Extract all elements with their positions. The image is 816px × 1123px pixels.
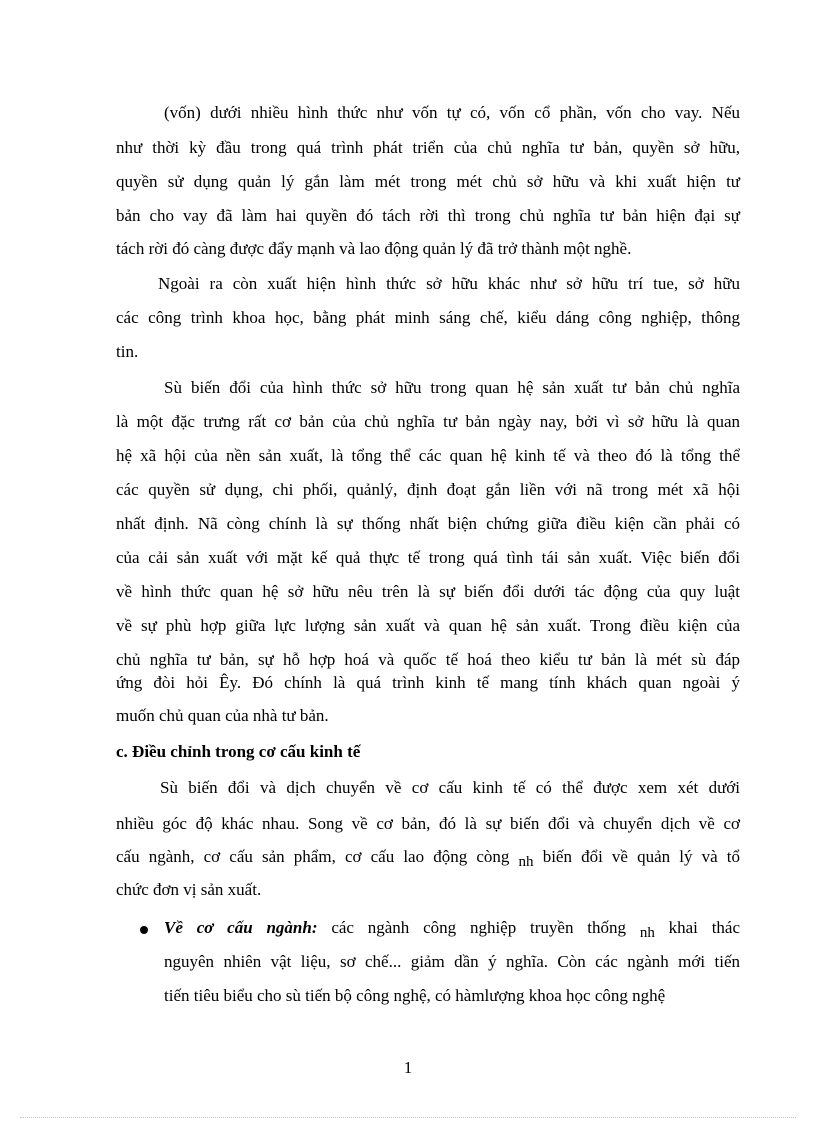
paragraph-3-line-9: chủ nghĩa tư bản, sự hỗ hợp hoá và quốc tế hoá theo kiểu tư bản là mét sù đáp: [116, 650, 740, 669]
bullet-line-1: [164, 918, 740, 939]
paragraph-1-line-3: quyền sử dụng quản lý gắn làm mét trong mét chủ sở hữu và khi xuất hiện tư: [116, 172, 740, 191]
bullet-dot-icon: [140, 926, 148, 934]
paragraph-1-line-5: tách rời đó càng được đẩy mạnh và lao động quản lý đã trở thành một nghề.: [116, 239, 632, 258]
paragraph-4-line-3: [116, 847, 740, 868]
page-number: 1: [403, 1058, 413, 1077]
bullet-line-1-sub: nh: [639, 925, 655, 941]
paragraph-4-line-2: nhiều góc độ khác nhau. Song về cơ bản, đó là sự biến đổi và chuyển dịch về cơ: [116, 814, 740, 833]
paragraph-1-line-4: bản cho vay đã làm hai quyền đó tách rời thì trong chủ nghĩa tư bản hiện đại sự: [116, 206, 740, 225]
bullet-line-3: tiến tiêu biểu cho sù tiến bộ công nghệ, có hàmlượng khoa học công nghệ: [164, 986, 666, 1005]
paragraph-3-line-7: về hình thức quan hệ sở hữu nêu trên là sự biến đổi dưới tác động của quy luật: [116, 582, 740, 601]
paragraph-3-line-4: các quyền sử dụng, chi phối, quảnlý, định đoạt gắn liền với nã trong mét xã hội: [116, 480, 740, 499]
paragraph-3-line-11: muốn chủ quan của nhà tư bản.: [116, 706, 329, 725]
bullet-line-1-after: khai thác: [668, 918, 741, 937]
paragraph-2-line-1: Ngoài ra còn xuất hiện hình thức sở hữu khác như sở hữu trí tue, sở hữu: [158, 274, 740, 293]
paragraph-4-line-3-after: biến đổi về quản lý và tổ: [542, 847, 741, 866]
paragraph-3-line-10: ứng đòi hỏi Êy. Đó chính là quá trình kinh tế mang tính khách quan ngoài ý: [116, 673, 740, 692]
paragraph-2-line-3: tin.: [116, 342, 139, 361]
paragraph-1-line-2: như thời kỳ đầu trong quá trình phát triển của chủ nghĩa tư bản, quyền sở hữu,: [116, 138, 740, 157]
paragraph-4-line-3-before: cấu ngành, cơ cấu sản phẩm, cơ cấu lao động còng: [116, 847, 510, 866]
paragraph-3-line-5: nhất định. Nã còng chính là sự thống nhất biện chứng giữa điều kiện cần phải có: [116, 514, 740, 533]
paragraph-2-line-2: các công trình khoa học, bằng phát minh sáng chế, kiểu dáng công nghiệp, thông: [116, 308, 740, 327]
bullet-term: Về cơ cấu ngành:: [164, 918, 318, 937]
paragraph-4-line-4: chức đơn vị sản xuất.: [116, 880, 262, 899]
section-heading: c. Điều chỉnh trong cơ cấu kinh tế: [116, 742, 361, 761]
paragraph-3-line-2: là một đặc trưng rất cơ bản của chủ nghĩa tư bản ngày nay, bởi vì sở hữu là quan: [116, 412, 740, 431]
paragraph-3-line-3: hệ xã hội của nền sản xuất, là tổng thể các quan hệ kinh tế và theo đó là tổng thể: [116, 446, 740, 465]
bullet-line-2: nguyên nhiên vật liệu, sơ chế... giảm dần ý nghĩa. Còn các ngành mới tiến: [164, 952, 740, 971]
paragraph-1-line-1: (vốn) dưới nhiều hình thức như vốn tự có, vốn cổ phần, vốn cho vay. Nếu: [164, 103, 740, 122]
paragraph-3-line-8: về sự phù hợp giữa lực lượng sản xuất và quan hệ sản xuất. Trong điều kiện của: [116, 616, 740, 635]
bullet-line-1-before: các ngành công nghiệp truyền thống: [331, 918, 626, 937]
paragraph-4-line-1: Sù biến đổi và dịch chuyển về cơ cấu kinh tế có thể được xem xét dưới: [160, 778, 740, 797]
paragraph-3-line-6: của cải sản xuất với mặt kế quả thực tế trong quá tình tái sản xuất. Việc biến đổi: [116, 548, 740, 567]
paragraph-4-line-3-sub: nh: [518, 854, 534, 870]
paragraph-3-line-1: Sù biến đổi của hình thức sở hữu trong quan hệ sản xuất tư bản chủ nghĩa: [164, 378, 740, 397]
footer-divider: [20, 1117, 796, 1118]
